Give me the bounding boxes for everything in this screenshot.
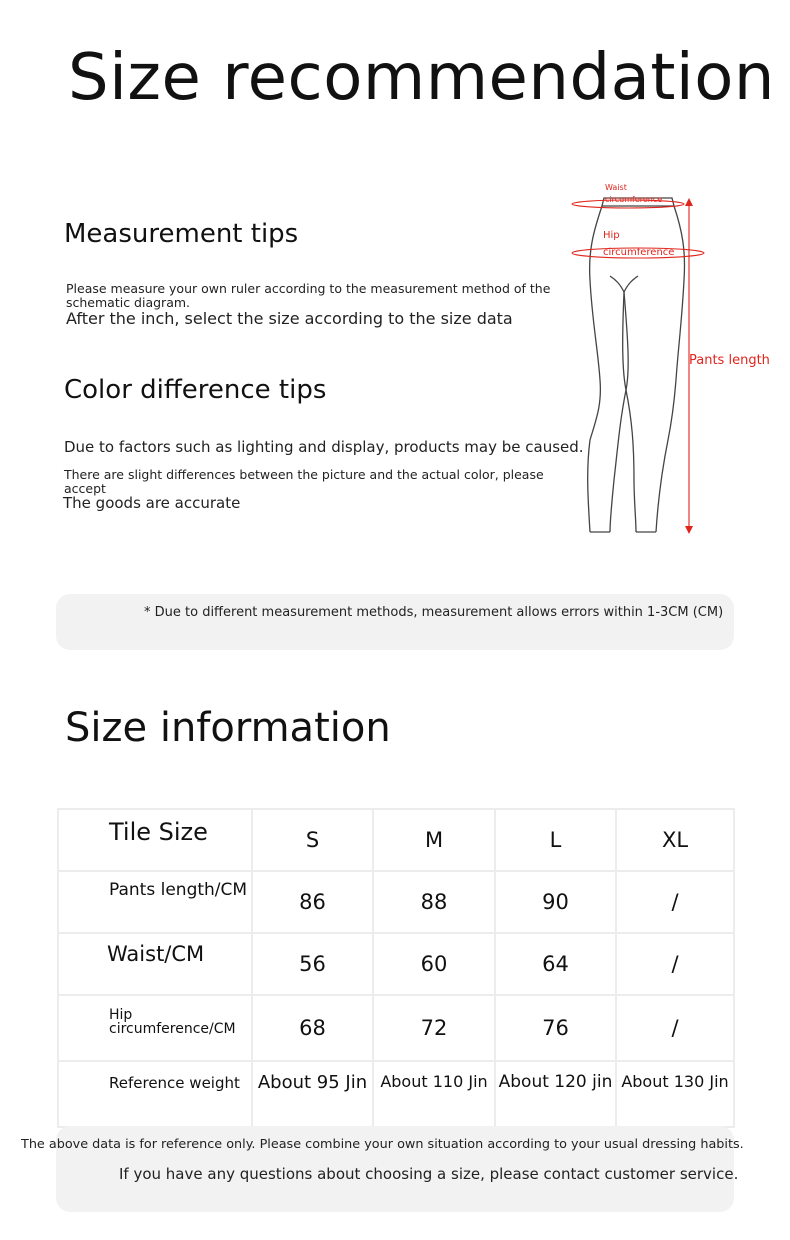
row-label-hip-line-2: circumference/CM (109, 1021, 236, 1037)
table-row (58, 871, 734, 933)
color-difference-heading: Color difference tips (64, 375, 327, 405)
row-label-reference-weight: Reference weight (58, 1061, 252, 1127)
table-header-row (58, 809, 734, 871)
table-cell: 64 (495, 933, 616, 995)
header-size-l: L (495, 809, 616, 871)
header-tile-size: Tile Size (58, 809, 252, 871)
table-cell: 86 (252, 871, 373, 933)
row-label-pants-length: Pants length/CM (58, 871, 252, 933)
hip-label-2: circumference (603, 247, 675, 258)
color-tip-line-1: Due to factors such as lighting and display, products may be caused. (64, 438, 584, 456)
table-cell: 68 (252, 995, 373, 1061)
table-cell: / (616, 933, 734, 995)
measurement-tip-line-1: Please measure your own ruler according to the measurement method of the schematic diagram. (66, 281, 551, 310)
waist-label-1: Waist (605, 183, 627, 192)
footer-note-line-1: The above data is for reference only. Please combine your own situation according to your usual dressing habits. (21, 1137, 744, 1152)
table-cell: About 120 jin (495, 1061, 616, 1127)
table-cell: 88 (373, 871, 495, 933)
row-label-hip-line-1: Hip (109, 1007, 133, 1023)
row-label-waist: Waist/CM (58, 933, 252, 995)
table-cell: / (616, 871, 734, 933)
table-cell: About 130 Jin (616, 1061, 734, 1127)
pants-length-label: Pants length (689, 353, 770, 368)
header-size-xl: XL (616, 809, 734, 871)
table-row (58, 995, 734, 1061)
table-cell: About 95 Jin (252, 1061, 373, 1127)
measurement-tips-heading: Measurement tips (64, 219, 299, 249)
page-title: Size recommendation (68, 41, 775, 115)
size-information-heading: Size information (65, 705, 391, 751)
size-table (57, 808, 735, 1128)
color-tip-line-2: There are slight differences between the picture and the actual color, please accept (64, 467, 544, 496)
table-cell: 72 (373, 995, 495, 1061)
table-cell: 90 (495, 871, 616, 933)
header-size-s: S (252, 809, 373, 871)
measurement-tip-line-2: After the inch, select the size according to the size data (66, 309, 513, 328)
table-cell: / (616, 995, 734, 1061)
color-tip-line-3: The goods are accurate (63, 494, 241, 512)
hip-label-1: Hip (603, 230, 620, 241)
table-cell: 60 (373, 933, 495, 995)
table-row (58, 933, 734, 995)
measurement-note-text: * Due to different measurement methods, measurement allows errors within 1-3CM (CM) (144, 605, 724, 620)
waist-label-2: circumference (605, 195, 663, 204)
table-cell: About 110 Jin (373, 1061, 495, 1127)
table-cell: 76 (495, 995, 616, 1061)
table-cell: 56 (252, 933, 373, 995)
row-label-hip (58, 995, 252, 1061)
table-row (58, 1061, 734, 1127)
measurement-note-box (56, 594, 734, 650)
footer-note-line-2: If you have any questions about choosing a size, please contact customer service. (119, 1165, 739, 1183)
header-size-m: M (373, 809, 495, 871)
